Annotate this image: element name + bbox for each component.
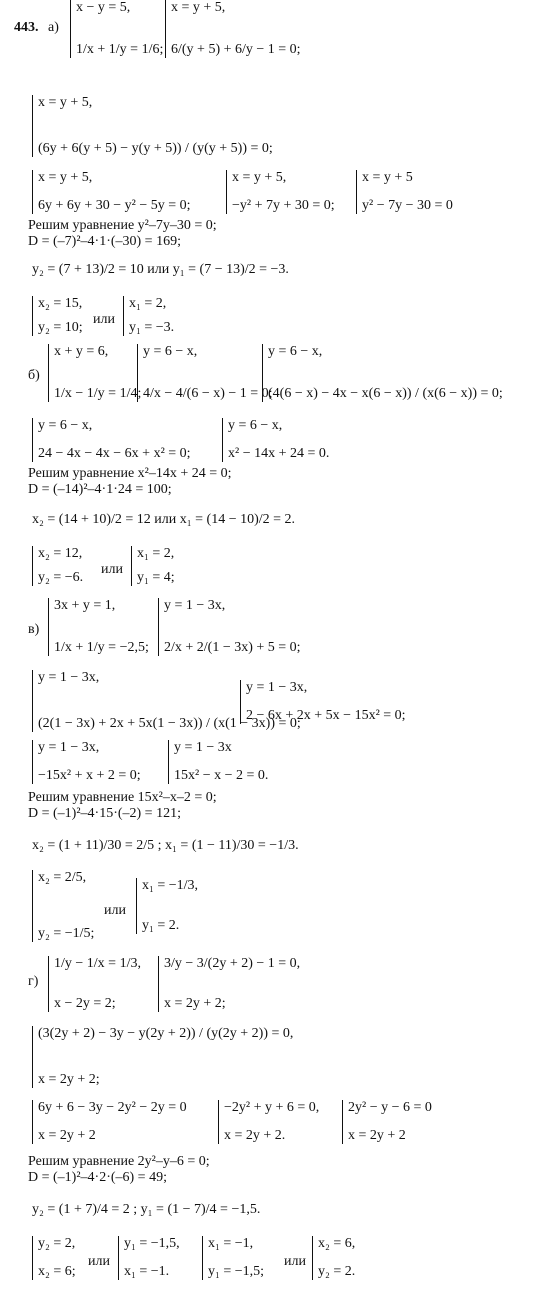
part-label-b: б) [28, 368, 40, 383]
problem-number: 443. [14, 20, 39, 35]
system-a-3: x = y + 5, (6y + 6(y + 5) − y(y + 5)) / (y(y + 5)) = 0; [32, 95, 273, 157]
system-v-1: 3x + y = 1, 1/x + 1/y = −2,5; [48, 598, 149, 656]
system-g-6: 2y² − y − 6 = 0 x = 2y + 2 [342, 1100, 432, 1144]
or-g-2: или [284, 1254, 306, 1269]
discriminant-b: D = (–14)²–4·1·24 = 100; [28, 482, 172, 497]
part-label-v: в) [28, 622, 40, 637]
system-v-2: y = 1 − 3x, 2/x + 2/(1 − 3x) + 5 = 0; [158, 598, 301, 656]
solve-text-b: Решим уравнение x²–14x + 24 = 0; [28, 466, 232, 481]
system-b-1: x + y = 6, 1/x − 1/y = 1/4; [48, 344, 141, 402]
solve-text-g: Решим уравнение 2y²–y–6 = 0; [28, 1154, 210, 1169]
system-g-5: −2y² + y + 6 = 0, x = 2y + 2. [218, 1100, 319, 1144]
or-v: или [104, 903, 126, 918]
discriminant-g: D = (–1)²–4·2·(–6) = 49; [28, 1170, 167, 1185]
system-a-2: x = y + 5, 6/(y + 5) + 6/y − 1 = 0; [165, 0, 301, 58]
system-a-6: x = y + 5 y² − 7y − 30 = 0 [356, 170, 453, 214]
part-label-a: а) [48, 20, 59, 35]
solve-text-a: Решим уравнение y²–7y–30 = 0; [28, 218, 217, 233]
system-a-1: x − y = 5, 1/x + 1/y = 1/6; [70, 0, 163, 58]
or-g-1: или [88, 1254, 110, 1269]
answer-a-2: x₁ = 2, y₁ = −3. [123, 296, 174, 336]
system-g-4: 6y + 6 − 3y − 2y² − 2y = 0 x = 2y + 2 [32, 1100, 187, 1144]
or-b: или [101, 562, 123, 577]
system-v-4: y = 1 − 3x, 2 − 6x + 2x + 5x − 15x² = 0; [240, 680, 406, 724]
system-v-3: y = 1 − 3x, (2(1 − 3x) + 2x + 5x(1 − 3x)) / (x(1 − 3x)) = 0; [32, 670, 301, 732]
roots-v: x₂ = (1 + 11)/30 = 2/5 ; x₁ = (1 − 11)/30 = −1/3. [32, 838, 299, 853]
system-b-3: y = 6 − x, (4(6 − x) − 4x − x(6 − x)) / (x(6 − x)) = 0; [262, 344, 503, 402]
answer-g-3: x₁ = −1, y₁ = −1,5; [202, 1236, 264, 1280]
roots-b: x₂ = (14 + 10)/2 = 12 или x₁ = (14 − 10)/2 = 2. [32, 512, 296, 527]
system-v-5: y = 1 − 3x, −15x² + x + 2 = 0; [32, 740, 141, 784]
system-b-4: y = 6 − x, 24 − 4x − 4x − 6x + x² = 0; [32, 418, 191, 462]
part-label-g: г) [28, 974, 39, 989]
answer-b-1: x₂ = 12, y₂ = −6. [32, 546, 83, 586]
system-g-3: (3(2y + 2) − 3y − y(2y + 2)) / (y(2y + 2)) = 0, x = 2y + 2; [32, 1026, 293, 1088]
answer-b-2: x₁ = 2, y₁ = 4; [131, 546, 175, 586]
discriminant-a: D = (–7)²–4·1·(–30) = 169; [28, 234, 181, 249]
system-a-5: x = y + 5, −y² + 7y + 30 = 0; [226, 170, 335, 214]
system-b-5: y = 6 − x, x² − 14x + 24 = 0. [222, 418, 329, 462]
system-b-2: y = 6 − x, 4/x − 4/(6 − x) − 1 = 0; [137, 344, 273, 402]
answer-g-2: y₁ = −1,5, x₁ = −1. [118, 1236, 180, 1280]
answer-g-4: x₂ = 6, y₂ = 2. [312, 1236, 355, 1280]
discriminant-v: D = (–1)²–4·15·(–2) = 121; [28, 806, 181, 821]
answer-g-1: y₂ = 2, x₂ = 6; [32, 1236, 76, 1280]
system-v-6: y = 1 − 3x 15x² − x − 2 = 0. [168, 740, 268, 784]
system-a-4: x = y + 5, 6y + 6y + 30 − y² − 5y = 0; [32, 170, 191, 214]
roots-g: y₂ = (1 + 7)/4 = 2 ; y₁ = (1 − 7)/4 = −1,5. [32, 1202, 261, 1217]
answer-v-2: x₁ = −1/3, y₁ = 2. [136, 878, 198, 934]
system-g-2: 3/y − 3/(2y + 2) − 1 = 0, x = 2y + 2; [158, 956, 300, 1012]
answer-v-1: x₂ = 2/5, y₂ = −1/5; [32, 870, 94, 942]
system-g-1: 1/y − 1/x = 1/3, x − 2y = 2; [48, 956, 141, 1012]
roots-a: y₂ = (7 + 13)/2 = 10 или y₁ = (7 − 13)/2 = −3. [32, 262, 289, 277]
answer-a-1: x₂ = 15, y₂ = 10; [32, 296, 83, 336]
or-a: или [93, 312, 115, 327]
solve-text-v: Решим уравнение 15x²–x–2 = 0; [28, 790, 217, 805]
